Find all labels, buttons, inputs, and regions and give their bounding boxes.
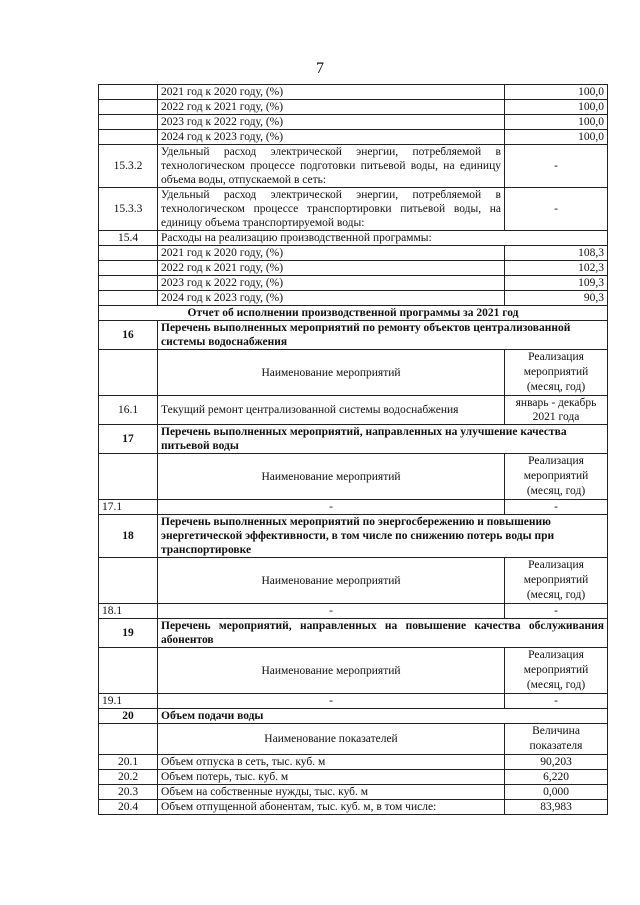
section-header	[99, 619, 608, 648]
table-row	[99, 100, 608, 115]
section-title: Перечень выполненных мероприятий, направленных на улучшение качества питьевой воды	[158, 425, 608, 454]
section-header	[99, 515, 608, 558]
row-label: Удельный расход электрической энергии, потребляемой в технологическом процессе подготовки питьевой воды, на единицу объема воды, отпускаемой в сеть:	[158, 145, 505, 188]
section-title: Перечень мероприятий, направленных на повышение качества обслуживания абонентов	[158, 619, 608, 648]
table-row	[99, 115, 608, 130]
row-number	[99, 130, 158, 145]
page-number: 7	[316, 60, 324, 77]
table-row	[99, 500, 608, 515]
row-label: 2023 год к 2022 году, (%)	[158, 115, 505, 130]
row-number	[99, 350, 158, 396]
row-value: 100,0	[505, 130, 608, 145]
row-value: -	[505, 694, 608, 709]
table-row	[99, 396, 608, 425]
row-value: 0,000	[505, 785, 608, 800]
table-row	[99, 694, 608, 709]
row-number: 20.2	[99, 770, 158, 785]
row-label: Объем отпуска в сеть, тыс. куб. м	[158, 755, 505, 770]
table-row	[99, 604, 608, 619]
column-header-value: Величина показателя	[505, 724, 608, 755]
row-number	[99, 85, 158, 100]
row-number	[99, 454, 158, 500]
column-header-row	[99, 648, 608, 694]
section-title: Объем подачи воды	[158, 709, 608, 724]
row-number: 15.3.3	[99, 188, 158, 231]
column-header-realization: Реализация мероприятий (месяц, год)	[505, 648, 608, 694]
column-header-name: Наименование мероприятий	[158, 350, 505, 396]
row-value: январь - декабрь 2021 года	[505, 396, 608, 425]
table-row	[99, 276, 608, 291]
column-header-realization: Реализация мероприятий (месяц, год)	[505, 454, 608, 500]
row-number	[99, 115, 158, 130]
section-header	[99, 321, 608, 350]
section-title: Перечень выполненных мероприятий по ремонту объектов централизованной системы водоснабжения	[158, 321, 608, 350]
section-number: 18	[99, 515, 158, 558]
section-number: 16	[99, 321, 158, 350]
row-value: 6,220	[505, 770, 608, 785]
row-value: 100,0	[505, 115, 608, 130]
table-row	[99, 755, 608, 770]
row-number: 17.1	[99, 500, 158, 515]
section-title: Перечень выполненных мероприятий по энергосбережению и повышению энергетической эффективности, в том числе по снижению потерь воды при транспортировке	[158, 515, 608, 558]
section-number: 20	[99, 709, 158, 724]
row-value: -	[505, 604, 608, 619]
row-number	[99, 276, 158, 291]
column-header-realization: Реализация мероприятий (месяц, год)	[505, 558, 608, 604]
row-number: 20.3	[99, 785, 158, 800]
report-title: Отчет об исполнении производственной программы за 2021 год	[99, 306, 608, 321]
table-row	[99, 246, 608, 261]
column-header-row	[99, 350, 608, 396]
row-number	[99, 261, 158, 276]
row-value: 90,203	[505, 755, 608, 770]
row-value: -	[505, 500, 608, 515]
column-header-name: Наименование мероприятий	[158, 648, 505, 694]
section-number: 17	[99, 425, 158, 454]
column-header-row	[99, 558, 608, 604]
row-label: Объем на собственные нужды, тыс. куб. м	[158, 785, 505, 800]
table-row	[99, 188, 608, 231]
table-row	[99, 145, 608, 188]
row-value: 100,0	[505, 100, 608, 115]
row-number: 20.1	[99, 755, 158, 770]
row-number	[99, 648, 158, 694]
row-number: 16.1	[99, 396, 158, 425]
section-header	[99, 425, 608, 454]
row-value: -	[505, 145, 608, 188]
row-label: 2022 год к 2021 году, (%)	[158, 100, 505, 115]
table-row	[99, 231, 608, 246]
column-header-realization: Реализация мероприятий (месяц, год)	[505, 350, 608, 396]
row-value: 108,3	[505, 246, 608, 261]
column-header-name: Наименование показателей	[158, 724, 505, 755]
row-number	[99, 246, 158, 261]
table-row	[99, 306, 608, 321]
row-label: 2024 год к 2023 году, (%)	[158, 291, 505, 306]
row-label: 2021 год к 2020 году, (%)	[158, 246, 505, 261]
row-value: 109,3	[505, 276, 608, 291]
table-row	[99, 800, 608, 815]
row-value: 90,3	[505, 291, 608, 306]
row-number: 20.4	[99, 800, 158, 815]
row-label: -	[158, 500, 505, 515]
row-number: 15.3.2	[99, 145, 158, 188]
row-number	[99, 724, 158, 755]
row-value: 102,3	[505, 261, 608, 276]
row-number	[99, 558, 158, 604]
table-row	[99, 770, 608, 785]
row-number: 18.1	[99, 604, 158, 619]
column-header-name: Наименование мероприятий	[158, 454, 505, 500]
table-row	[99, 85, 608, 100]
column-header-name: Наименование мероприятий	[158, 558, 505, 604]
row-value: -	[505, 188, 608, 231]
row-number	[99, 100, 158, 115]
row-value: 83,983	[505, 800, 608, 815]
row-number: 19.1	[99, 694, 158, 709]
row-label: 2024 год к 2023 году, (%)	[158, 130, 505, 145]
row-label: Удельный расход электрической энергии, потребляемой в технологическом процессе транспортировки питьевой воды, на единицу объема транспортируемой воды:	[158, 188, 505, 231]
row-label: 2022 год к 2021 году, (%)	[158, 261, 505, 276]
section-number: 19	[99, 619, 158, 648]
table-row	[99, 785, 608, 800]
row-label: 2021 год к 2020 году, (%)	[158, 85, 505, 100]
row-label: Объем отпущенной абонентам, тыс. куб. м, в том числе:	[158, 800, 505, 815]
column-header-row	[99, 454, 608, 500]
row-label: 2023 год к 2022 году, (%)	[158, 276, 505, 291]
production-program-table	[98, 84, 608, 815]
section-header	[99, 709, 608, 724]
row-label: -	[158, 604, 505, 619]
row-label: -	[158, 694, 505, 709]
row-value: 100,0	[505, 85, 608, 100]
table-row	[99, 291, 608, 306]
column-header-row	[99, 724, 608, 755]
table-row	[99, 261, 608, 276]
table-row	[99, 130, 608, 145]
row-label: Текущий ремонт централизованной системы водоснабжения	[158, 396, 505, 425]
row-number	[99, 291, 158, 306]
row-label: Объем потерь, тыс. куб. м	[158, 770, 505, 785]
row-label: Расходы на реализацию производственной программы:	[158, 231, 608, 246]
row-number: 15.4	[99, 231, 158, 246]
